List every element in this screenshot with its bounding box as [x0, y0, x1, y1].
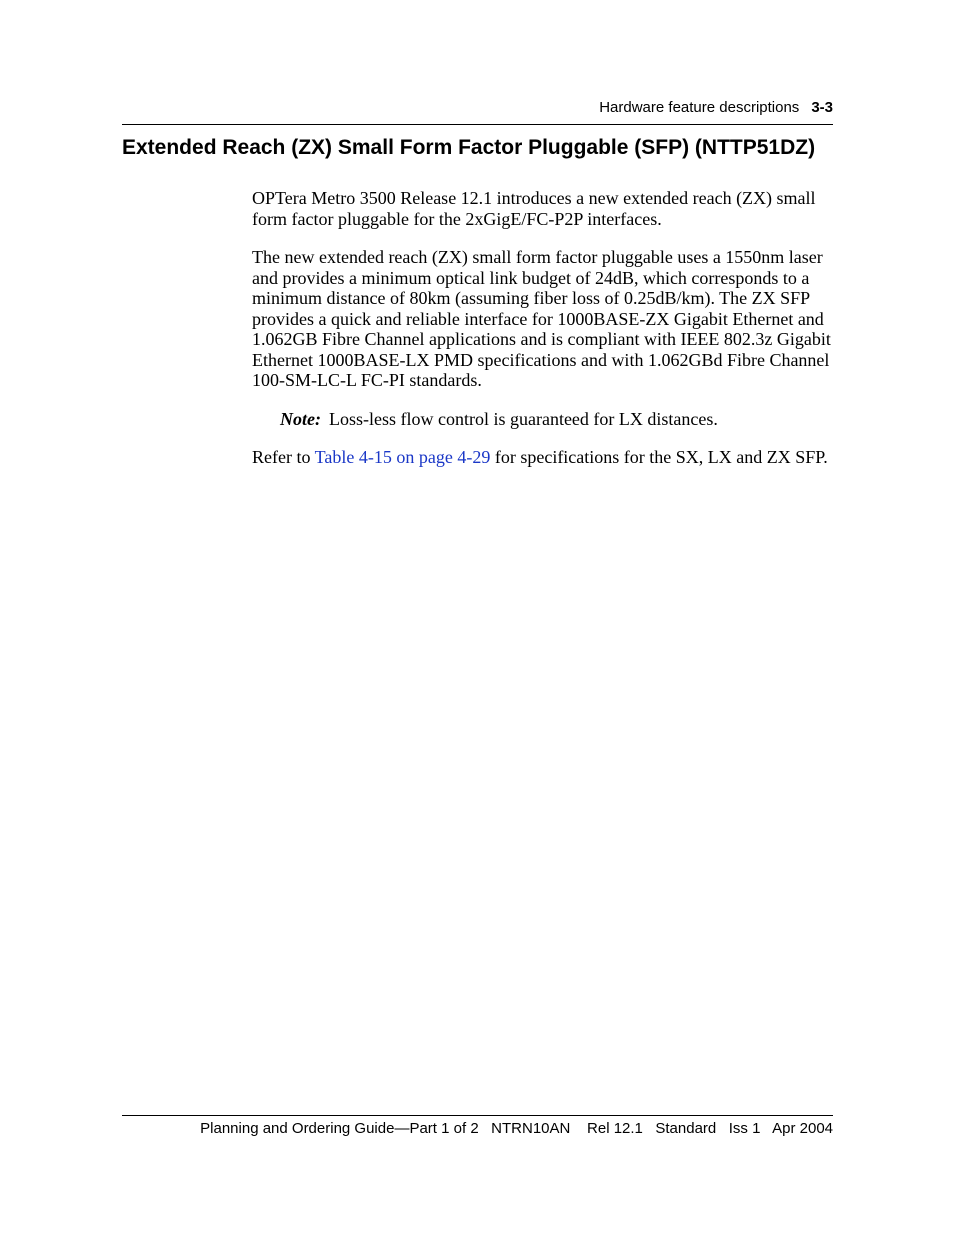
note-label: Note: — [280, 408, 321, 429]
section-heading: Extended Reach (ZX) Small Form Factor Pluggable (SFP) (NTTP51DZ) — [122, 136, 816, 159]
paragraph-intro: OPTera Metro 3500 Release 12.1 introduces a new extended reach (ZX) small form factor pluggable for the 2xGigE/FC-P2P interfaces. — [252, 188, 816, 229]
refer-prefix: Refer to — [252, 447, 315, 467]
header-rule — [122, 124, 833, 125]
note-text: Loss-less flow control is guaranteed for LX distances. — [328, 408, 718, 429]
paragraph-description: The new extended reach (ZX) small form factor pluggable uses a 1550nm laser and provides a minimum optical link budget of 24dB, which corresponds to a minimum distance of 80km (assuming fiber loss of 0.25dB/km). The ZX SFP provides a quick and reliable interface for 1000BASE-ZX Gigabit Ethernet and 1.062GB Fibre Channel applications and is compliant with IEEE 802.3z Gigabit Ethernet 1000BASE-LX PMD specifications and with 1.062GBd Fibre Channel 100-SM-LC-L FC-PI standards. — [252, 247, 831, 390]
running-footer: Planning and Ordering Guide—Part 1 of 2 NTRN10AN Rel 12.1 Standard Iss 1 Apr 2004 — [200, 1120, 833, 1137]
header-section-title: Hardware feature descriptions — [599, 99, 800, 116]
paragraph-refer — [252, 447, 837, 468]
header-page-number: 3-3 — [811, 99, 833, 116]
refer-suffix: for specifications for the SX, LX and ZX SFP. — [490, 447, 828, 467]
body-text — [252, 188, 837, 486]
footer-rule — [122, 1115, 833, 1116]
running-header — [122, 98, 833, 118]
table-reference-link[interactable]: Table 4-15 on page 4-29 — [314, 447, 491, 467]
note — [280, 409, 837, 430]
